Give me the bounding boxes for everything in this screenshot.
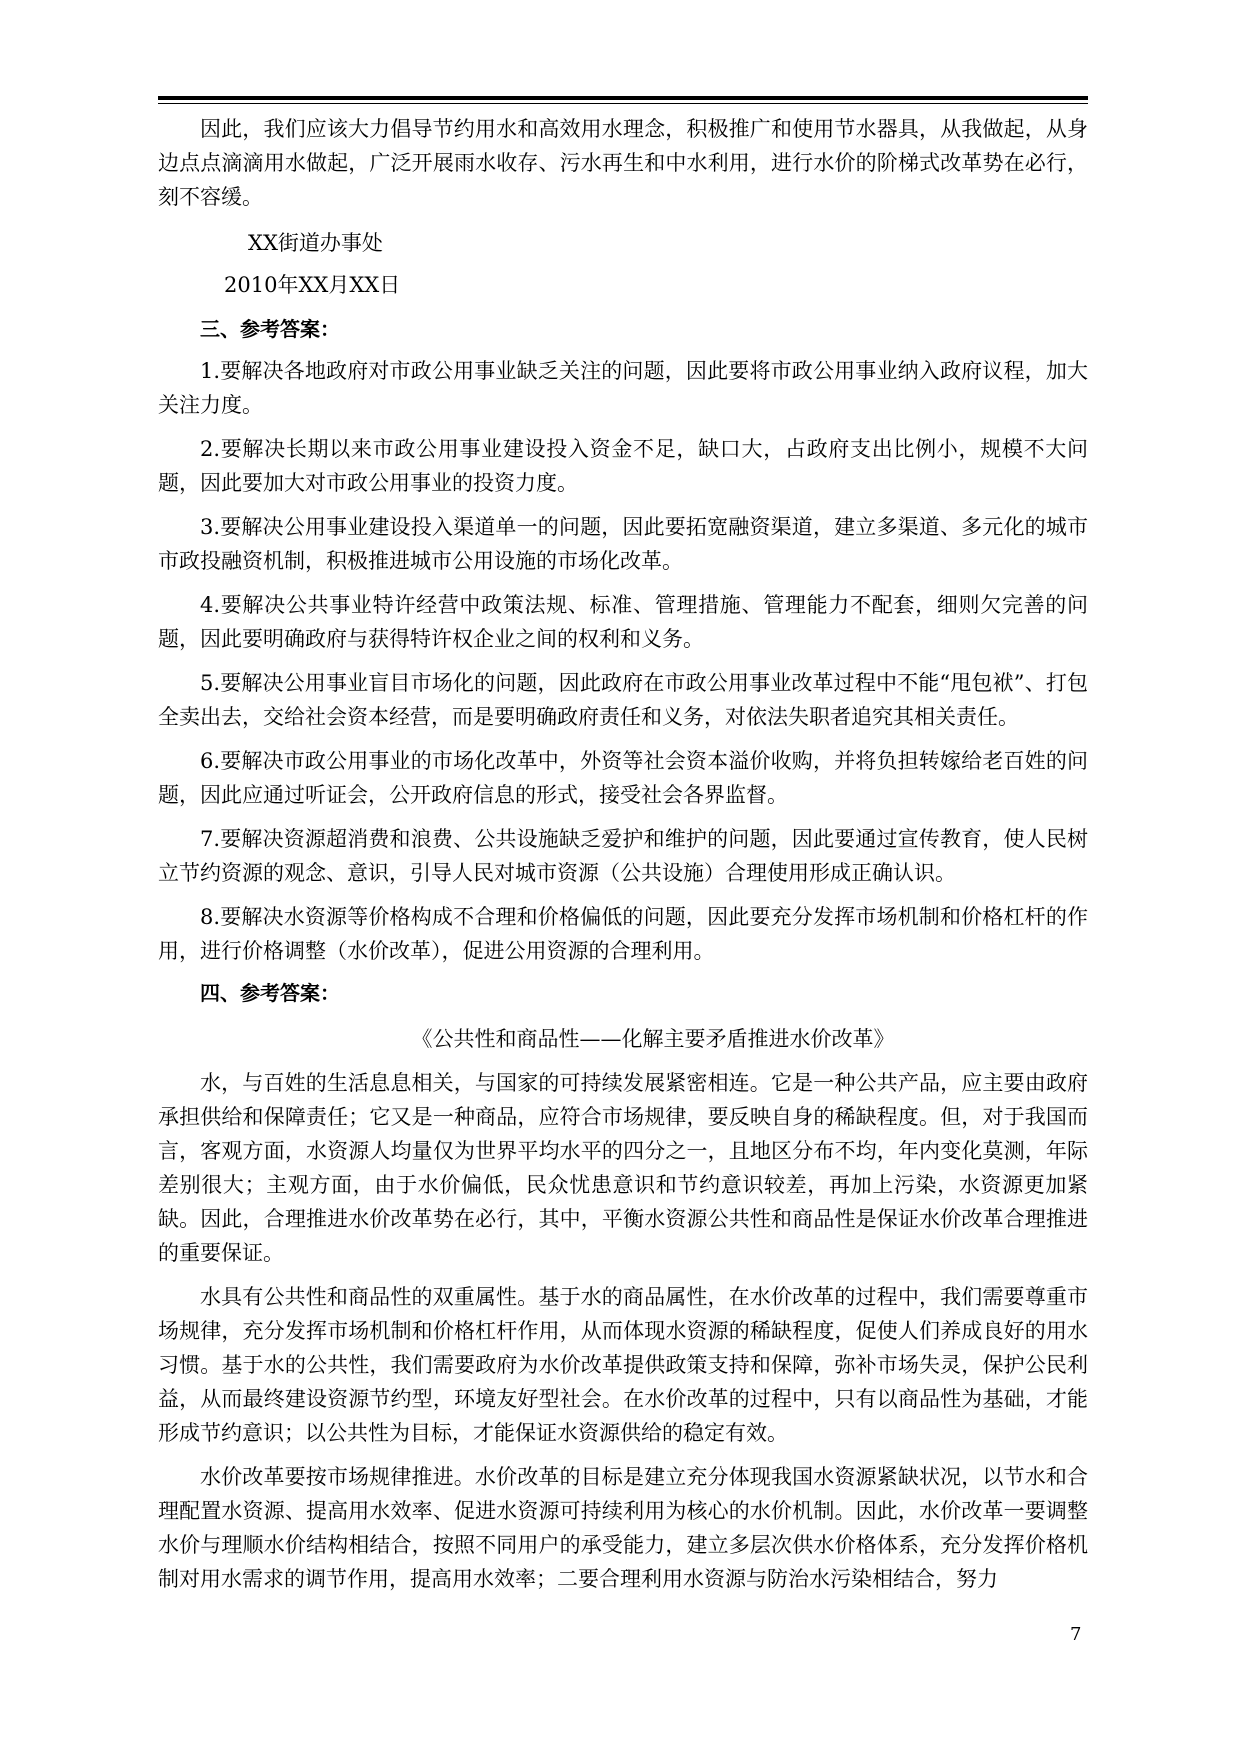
document-body bbox=[158, 112, 1088, 1606]
paragraph-conclusion: 因此，我们应该大力倡导节约用水和高效用水理念，积极推广和使用节水器具，从我做起，从身边点点滴滴用水做起，广泛开展雨水收存、污水再生和中水利用，进行水价的阶梯式改革势在必行，刻不容缓。 bbox=[158, 117, 1088, 209]
header-rule-thick bbox=[158, 96, 1088, 100]
section-4-heading: 四、参考答案： bbox=[200, 981, 340, 1005]
section-3-heading: 三、参考答案： bbox=[200, 317, 340, 341]
answer-item-3: 3.要解决公用事业建设投入渠道单一的问题，因此要拓宽融资渠道，建立多渠道、多元化的城市市政投融资机制，积极推进城市公用设施的市场化改革。 bbox=[158, 515, 1088, 573]
signature: XX街道办事处 bbox=[248, 231, 383, 255]
essay-paragraph-3: 水价改革要按市场规律推进。水价改革的目标是建立充分体现我国水资源紧缺状况，以节水和合理配置水资源、提高用水效率、促进水资源可持续利用为核心的水价机制。因此，水价改革一要调整水价与理顺水价结构相结合，按照不同用户的承受能力，建立多层次供水价格体系，充分发挥价格机制对用水需求的调节作用，提高用水效率；二要合理利用水资源与防治水污染相结合，努力 bbox=[158, 1465, 1088, 1591]
answer-item-7: 7.要解决资源超消费和浪费、公共设施缺乏爱护和维护的问题，因此要通过宣传教育，使人民树立节约资源的观念、意识，引导人民对城市资源（公共设施）合理使用形成正确认识。 bbox=[158, 827, 1088, 885]
answer-item-4: 4.要解决公共事业特许经营中政策法规、标准、管理措施、管理能力不配套，细则欠完善的问题，因此要明确政府与获得特许权企业之间的权利和义务。 bbox=[158, 593, 1088, 651]
header-rule-thin bbox=[158, 103, 1088, 104]
essay-paragraph-1: 水，与百姓的生活息息相关，与国家的可持续发展紧密相连。它是一种公共产品，应主要由政府承担供给和保障责任；它又是一种商品，应符合市场规律，要反映自身的稀缺程度。但，对于我国而言，客观方面，水资源人均量仅为世界平均水平的四分之一，且地区分布不均，年内变化莫测，年际差别很大；主观方面，由于水价偏低，民众忧患意识和节约意识较差，再加上污染，水资源更加紧缺。因此，合理推进水价改革势在必行，其中，平衡水资源公共性和商品性是保证水价改革合理推进的重要保证。 bbox=[158, 1071, 1088, 1265]
page-number: 7 bbox=[1070, 1624, 1082, 1645]
essay-title: 《公共性和商品性——化解主要矛盾推进水价改革》 bbox=[411, 1027, 895, 1051]
answer-item-8: 8.要解决水资源等价格构成不合理和价格偏低的问题，因此要充分发挥市场机制和价格杠杆的作用，进行价格调整（水价改革），促进公用资源的合理利用。 bbox=[158, 905, 1088, 963]
answer-item-2: 2.要解决长期以来市政公用事业建设投入资金不足，缺口大，占政府支出比例小，规模不大问题，因此要加大对市政公用事业的投资力度。 bbox=[158, 437, 1088, 495]
answer-item-6: 6.要解决市政公用事业的市场化改革中，外资等社会资本溢价收购，并将负担转嫁给老百姓的问题，因此应通过听证会，公开政府信息的形式，接受社会各界监督。 bbox=[158, 749, 1088, 807]
answer-item-1: 1.要解决各地政府对市政公用事业缺乏关注的问题，因此要将市政公用事业纳入政府议程，加大关注力度。 bbox=[158, 359, 1088, 417]
essay-paragraph-2: 水具有公共性和商品性的双重属性。基于水的商品属性，在水价改革的过程中，我们需要尊重市场规律，充分发挥市场机制和价格杠杆作用，从而体现水资源的稀缺程度，促使人们养成良好的用水习惯。基于水的公共性，我们需要政府为水价改革提供政策支持和保障，弥补市场失灵，保护公民利益，从而最终建设资源节约型，环境友好型社会。在水价改革的过程中，只有以商品性为基础，才能形成节约意识；以公共性为目标，才能保证水资源供给的稳定有效。 bbox=[158, 1285, 1088, 1445]
date: 2010年XX月XX日 bbox=[224, 273, 401, 297]
answer-item-5: 5.要解决公用事业盲目市场化的问题，因此政府在市政公用事业改革过程中不能“甩包袱”、打包全卖出去，交给社会资本经营，而是要明确政府责任和义务，对依法失职者追究其相关责任。 bbox=[158, 671, 1088, 729]
